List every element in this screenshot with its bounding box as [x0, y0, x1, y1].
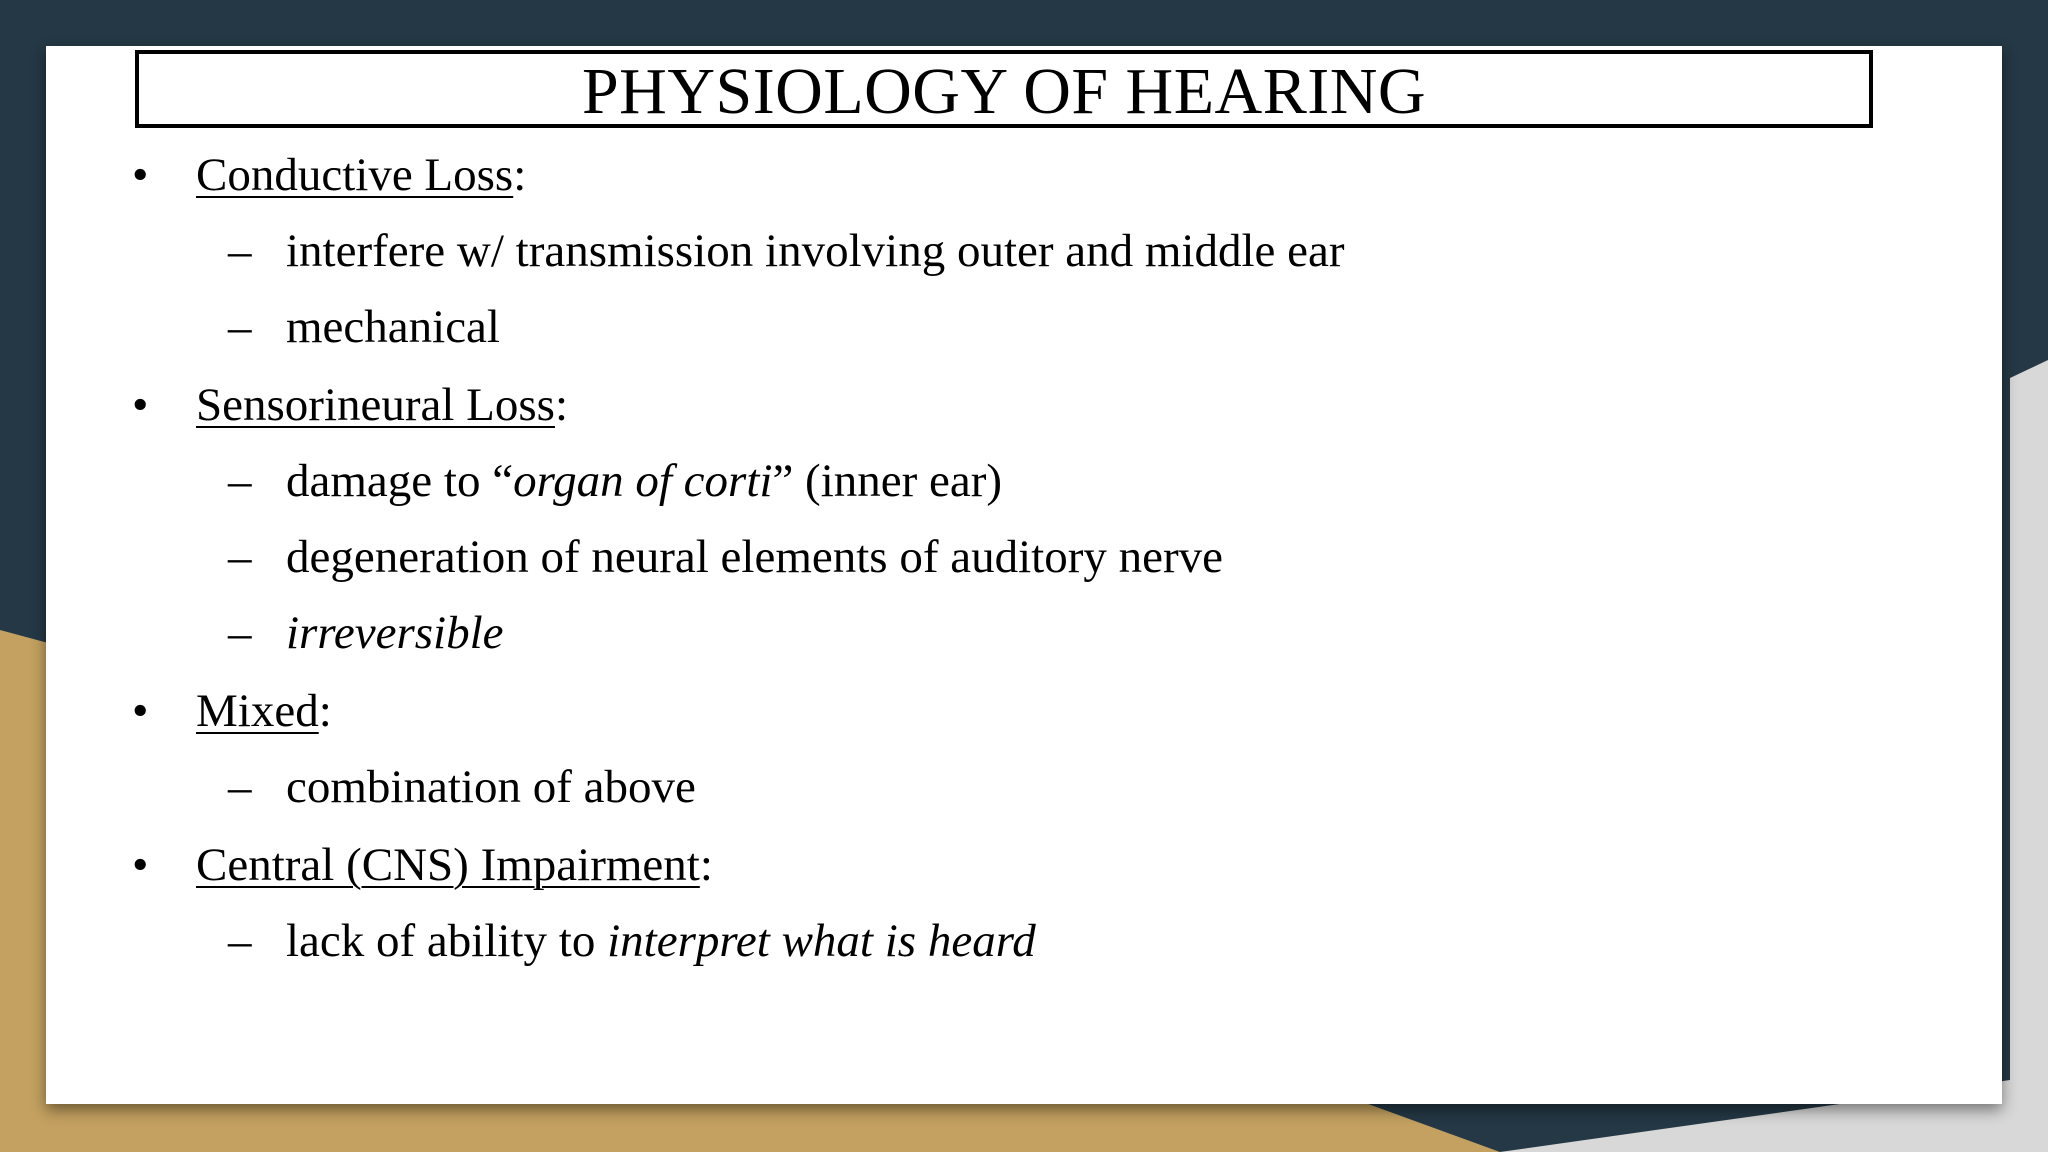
- sub-bullet-text-part: irreversible: [286, 607, 504, 659]
- sub-bullet-text: [286, 915, 1036, 967]
- bullet-heading-suffix: :: [513, 149, 527, 201]
- dash-mark: –: [228, 531, 252, 583]
- bullet-heading: [196, 149, 527, 201]
- sub-bullet-text-part: interpret what is heard: [607, 915, 1036, 967]
- bullet-heading: [196, 685, 332, 737]
- bullet-heading: [196, 379, 569, 431]
- dash-mark: –: [228, 225, 252, 277]
- bullet-heading: [196, 839, 713, 891]
- bullet-heading-text: Sensorineural Loss: [196, 379, 555, 431]
- bullet-heading-suffix: :: [318, 685, 332, 737]
- sub-bullet-text: [286, 455, 1003, 507]
- sub-bullet-text: [286, 531, 1223, 583]
- bullet-heading-suffix: :: [554, 379, 569, 431]
- dash-mark: –: [228, 607, 252, 659]
- title-box: [135, 50, 1873, 128]
- dash-mark: –: [228, 301, 252, 353]
- sub-bullet-text-part: combination of above: [286, 761, 696, 813]
- bullet-heading-text: Conductive Loss: [196, 149, 514, 201]
- bullet-mark: •: [132, 379, 149, 431]
- sub-bullet-text: [286, 761, 696, 813]
- sub-bullet-text-part: interfere w/ transmission involving outer and middle ear: [286, 225, 1345, 277]
- bullet-heading-text: Mixed: [196, 685, 319, 737]
- sub-bullet-text: [286, 607, 504, 659]
- slide: [46, 46, 2002, 1104]
- sub-bullet-text-part: lack of ability to: [286, 915, 608, 967]
- dash-mark: –: [228, 761, 252, 813]
- sub-bullet-text: [286, 225, 1345, 277]
- sub-bullet-text-part: mechanical: [286, 301, 500, 353]
- dash-mark: –: [228, 455, 252, 507]
- dash-mark: –: [228, 915, 252, 967]
- bullet-mark: •: [132, 839, 149, 891]
- slide-title: PHYSIOLOGY OF HEARING: [581, 55, 1427, 128]
- bullet-mark: •: [132, 149, 149, 201]
- bullet-mark: •: [132, 685, 149, 737]
- bullet-heading-suffix: :: [699, 839, 713, 891]
- sub-bullet-text-part: ” (inner ear): [772, 455, 1003, 507]
- sub-bullet-text-part: damage to “: [286, 455, 514, 507]
- bullet-heading-text: Central (CNS) Impairment: [196, 839, 700, 891]
- sub-bullet-text-part: organ of corti: [513, 455, 773, 507]
- sub-bullet-text: [286, 301, 500, 353]
- sub-bullet-text-part: degeneration of neural elements of auditory nerve: [286, 531, 1223, 583]
